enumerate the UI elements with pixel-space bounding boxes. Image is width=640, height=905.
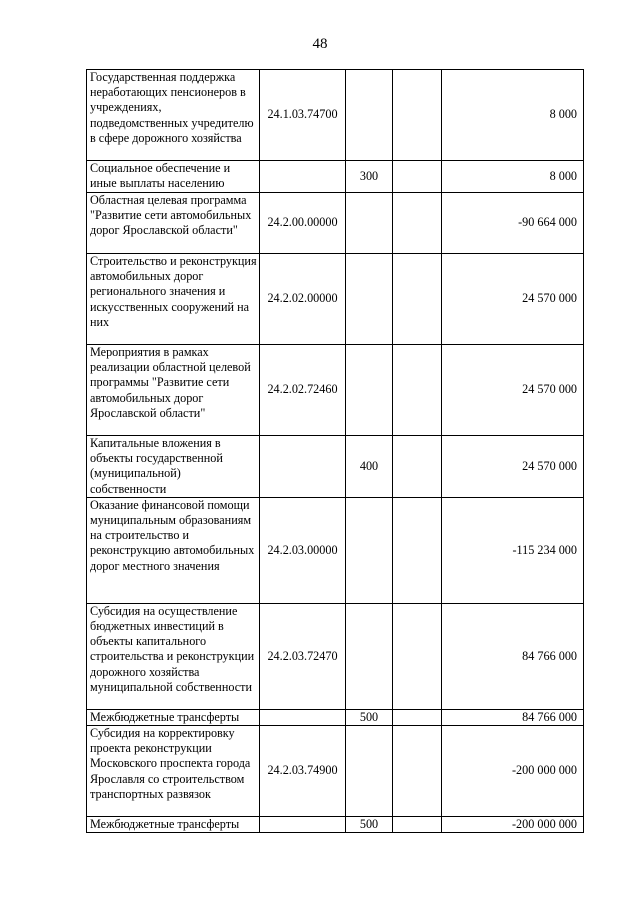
row-name: Субсидия на осуществление бюджетных инвестиций в объекты капитального строительства и реконструкции дорожного хозяйства муниципальной собственности	[87, 603, 260, 709]
row-name: Капитальные вложения в объекты государственной (муниципальной) собственности	[87, 436, 260, 498]
row-code: 24.2.02.00000	[260, 254, 346, 345]
row-extra	[393, 436, 442, 498]
row-extra	[393, 709, 442, 725]
row-code	[260, 817, 346, 833]
row-amount: -115 234 000	[442, 497, 584, 603]
row-extra	[393, 254, 442, 345]
row-amount: -200 000 000	[442, 817, 584, 833]
row-type	[346, 603, 393, 709]
table-row	[87, 193, 584, 254]
table-row	[87, 497, 584, 603]
row-name: Оказание финансовой помощи муниципальным образованиям на строительство и реконструкцию автомобильных дорог местного значения	[87, 497, 260, 603]
row-code	[260, 161, 346, 193]
row-name: Субсидия на корректировку проекта реконструкции Московского проспекта города Ярославля со строительством транспортных развязок	[87, 726, 260, 817]
row-amount: 8 000	[442, 161, 584, 193]
table-row	[87, 161, 584, 193]
row-extra	[393, 497, 442, 603]
table-row	[87, 345, 584, 436]
row-name: Мероприятия в рамках реализации областной целевой программы "Развитие сети автомобильных дорог Ярославской области"	[87, 345, 260, 436]
row-amount: 84 766 000	[442, 709, 584, 725]
budget-table	[86, 69, 584, 833]
row-code: 24.2.00.00000	[260, 193, 346, 254]
row-name: Межбюджетные трансферты	[87, 817, 260, 833]
row-code	[260, 709, 346, 725]
table-row	[87, 726, 584, 817]
row-extra	[393, 70, 442, 161]
table-row	[87, 436, 584, 498]
row-type: 300	[346, 161, 393, 193]
row-amount: 8 000	[442, 70, 584, 161]
row-extra	[393, 726, 442, 817]
table-row	[87, 817, 584, 833]
row-amount: 24 570 000	[442, 254, 584, 345]
table-row	[87, 254, 584, 345]
row-code: 24.2.03.72470	[260, 603, 346, 709]
row-type	[346, 70, 393, 161]
row-extra	[393, 345, 442, 436]
row-amount: 84 766 000	[442, 603, 584, 709]
row-code: 24.2.03.74900	[260, 726, 346, 817]
row-extra	[393, 161, 442, 193]
row-name: Областная целевая программа "Развитие сети автомобильных дорог Ярославской области"	[87, 193, 260, 254]
row-name: Государственная поддержка неработающих пенсионеров в учреждениях, подведомственных учредителю в сфере дорожного хозяйства	[87, 70, 260, 161]
row-name: Социальное обеспечение и иные выплаты населению	[87, 161, 260, 193]
row-type	[346, 193, 393, 254]
row-code: 24.2.03.00000	[260, 497, 346, 603]
row-name: Строительство и реконструкция автомобильных дорог регионального значения и искусственных сооружений на них	[87, 254, 260, 345]
row-type: 500	[346, 817, 393, 833]
row-extra	[393, 193, 442, 254]
row-type	[346, 726, 393, 817]
table-row	[87, 70, 584, 161]
row-code	[260, 436, 346, 498]
row-type: 500	[346, 709, 393, 725]
row-type: 400	[346, 436, 393, 498]
table-row	[87, 709, 584, 725]
row-code: 24.1.03.74700	[260, 70, 346, 161]
row-amount: -90 664 000	[442, 193, 584, 254]
row-type	[346, 497, 393, 603]
row-code: 24.2.02.72460	[260, 345, 346, 436]
row-extra	[393, 603, 442, 709]
row-amount: 24 570 000	[442, 345, 584, 436]
row-type	[346, 254, 393, 345]
table-row	[87, 603, 584, 709]
page-number: 48	[312, 36, 328, 52]
row-amount: 24 570 000	[442, 436, 584, 498]
row-type	[346, 345, 393, 436]
row-amount: -200 000 000	[442, 726, 584, 817]
row-extra	[393, 817, 442, 833]
row-name: Межбюджетные трансферты	[87, 709, 260, 725]
